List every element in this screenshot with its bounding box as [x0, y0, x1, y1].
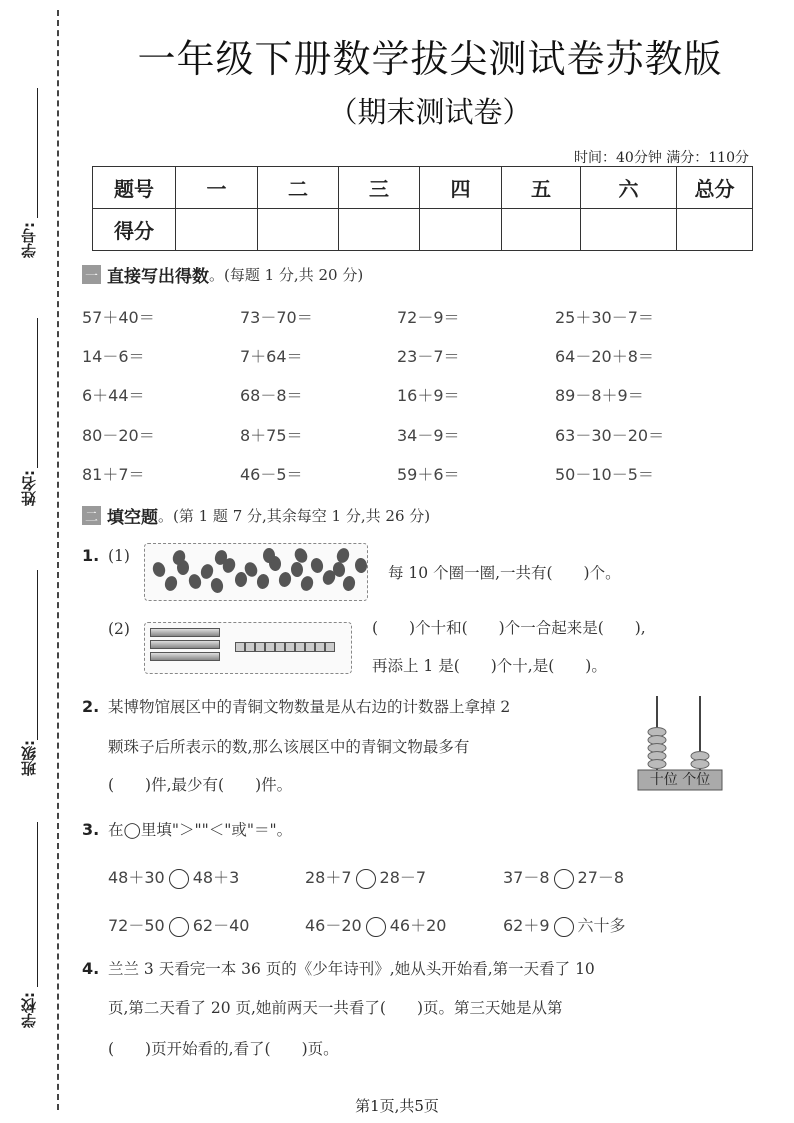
rods-picture [144, 622, 352, 674]
score-cell[interactable] [176, 209, 258, 251]
q2-line1: 某博物馆展区中的青铜文物数量是从右边的计数器上拿掉 2 [108, 698, 511, 716]
compare-item [108, 865, 239, 889]
calc-item: 6＋44＝ [82, 386, 145, 405]
calc-item: 68－8＝ [240, 386, 303, 405]
calc-item: 73－70＝ [240, 308, 313, 327]
calc-item: 8＋75＝ [240, 426, 303, 445]
q1-part2-line2: 再添上 1 是( )个十,是( )。 [372, 657, 607, 675]
calc-item: 25＋30－7＝ [555, 308, 654, 327]
unit-cube [285, 642, 295, 652]
score-header-cell: 二 [258, 167, 339, 209]
score-header-cell: 四 [420, 167, 502, 209]
section2-title: 填空题 [107, 508, 158, 528]
q3-text: 在◯里填"＞""＜"或"＝"。 [108, 821, 293, 839]
banji-line [37, 570, 38, 740]
page-subtitle: （期末测试卷） [328, 95, 532, 129]
section2-header [82, 503, 430, 528]
counter-dot [277, 571, 292, 588]
time-info: 时间：40分钟 满分：110分 [574, 150, 749, 166]
q4-line1: 兰兰 3 天看完一本 36 页的《少年诗刊》,她从头开始看,第一天看了 10 [108, 960, 595, 978]
xingming-line [37, 318, 38, 468]
compare-left: 37－8 [503, 868, 550, 887]
abacus-labels: 十位 个位 [649, 772, 711, 788]
compare-circle-blank[interactable] [366, 917, 386, 937]
compare-right: 27－8 [577, 868, 625, 887]
xuexiao-line [37, 822, 38, 987]
page-footer: 第1页,共5页 [355, 1097, 439, 1115]
compare-left: 62＋9 [503, 916, 550, 935]
compare-right: 28－7 [379, 868, 427, 887]
unit-cube [265, 642, 275, 652]
q2-line3: ( )件,最少有( )件。 [108, 776, 293, 794]
score-cell[interactable] [677, 209, 753, 251]
unit-cube [245, 642, 255, 652]
q1-part1-text: 每 10 个圈一圈,一共有( )个。 [388, 564, 621, 582]
q1-part1-label: (1) [108, 547, 130, 565]
score-header-cell: 三 [339, 167, 420, 209]
q1-part2-line1: ( )个十和( )个一合起来是( ), [372, 619, 646, 637]
counter-dot [354, 558, 367, 574]
score-header-row [93, 167, 753, 209]
counter-dot [256, 573, 270, 590]
xingming-label: 姓名: [20, 470, 38, 506]
section1-badge: 一 [82, 265, 101, 284]
xuehao-label: 学号: [20, 222, 38, 258]
calc-item: 72－9＝ [397, 308, 460, 327]
score-row-label: 得分 [93, 209, 176, 251]
counter-dot [342, 575, 357, 592]
calc-item: 59＋6＝ [397, 465, 460, 484]
calc-item: 23－7＝ [397, 347, 460, 366]
calc-item: 50－10－5＝ [555, 465, 654, 484]
unit-cube [295, 642, 305, 652]
calc-item: 80－20＝ [82, 426, 155, 445]
score-table [92, 166, 753, 251]
counter-dot [291, 562, 304, 578]
calc-item: 7＋64＝ [240, 347, 303, 366]
q4-line3: ( )页开始看的,看了( )页。 [108, 1040, 339, 1058]
banji-label: 班级: [20, 740, 38, 776]
q1-part2-label: (2) [108, 620, 130, 638]
q1-number: 1. [82, 546, 100, 565]
section2-note: 。(第 1 题 7 分,其余每空 1 分,共 26 分) [158, 507, 431, 525]
calc-item: 34－9＝ [397, 426, 460, 445]
score-header-cell: 五 [502, 167, 581, 209]
section1-note: 。(每题 1 分,共 20 分) [209, 266, 364, 284]
ten-rod [150, 652, 220, 661]
compare-item [305, 913, 446, 937]
calc-item: 64－20＋8＝ [555, 347, 654, 366]
q2-number: 2. [82, 697, 100, 716]
calc-item: 63－30－20＝ [555, 426, 665, 445]
binding-dashed-line [57, 10, 59, 1110]
calc-item: 14－6＝ [82, 347, 145, 366]
score-header-cell: 六 [581, 167, 677, 209]
compare-right: 48＋3 [192, 868, 240, 887]
compare-circle-blank[interactable] [356, 869, 376, 889]
compare-right: 62－40 [192, 916, 250, 935]
score-cell[interactable] [502, 209, 581, 251]
counter-dot [299, 575, 315, 593]
counter-dot [151, 560, 167, 578]
calc-item: 57＋40＝ [82, 308, 155, 327]
compare-right: 六十多 [577, 916, 626, 935]
compare-circle-blank[interactable] [554, 869, 574, 889]
dots-picture [144, 543, 368, 601]
ten-rod [150, 628, 220, 637]
section1-header [82, 262, 363, 287]
score-cell[interactable] [339, 209, 420, 251]
compare-item [503, 865, 624, 889]
calc-item: 46－5＝ [240, 465, 303, 484]
compare-item [503, 913, 626, 937]
calc-item: 89－8＋9＝ [555, 386, 644, 405]
q3-number: 3. [82, 820, 100, 839]
compare-item [305, 865, 426, 889]
score-header-cell: 一 [176, 167, 258, 209]
counter-dot [199, 563, 215, 581]
xuehao-line [37, 88, 38, 218]
score-header-cell: 总分 [677, 167, 753, 209]
compare-right: 46＋20 [389, 916, 447, 935]
score-cell[interactable] [581, 209, 677, 251]
counter-dot [309, 557, 324, 574]
unit-cube [235, 642, 245, 652]
compare-circle-blank[interactable] [169, 917, 189, 937]
section1-title: 直接写出得数 [107, 267, 209, 287]
counter-dot [163, 575, 178, 593]
compare-left: 46－20 [305, 916, 362, 935]
unit-cube [315, 642, 325, 652]
score-value-row [93, 209, 753, 251]
section2-badge: 二 [82, 506, 101, 525]
score-cell[interactable] [420, 209, 502, 251]
compare-left: 48＋30 [108, 868, 165, 887]
compare-left: 28＋7 [305, 868, 352, 887]
q2-line2: 颗珠子后所表示的数,那么该展区中的青铜文物最多有 [108, 738, 470, 756]
score-header-cell: 题号 [93, 167, 176, 209]
q4-number: 4. [82, 959, 100, 978]
calc-item: 16＋9＝ [397, 386, 460, 405]
xuexiao-label: 学校: [20, 992, 38, 1028]
unit-cube [325, 642, 335, 652]
calc-item: 81＋7＝ [82, 465, 145, 484]
unit-cube [275, 642, 285, 652]
ten-rod [150, 640, 220, 649]
unit-cube [305, 642, 315, 652]
page-title: 一年级下册数学拔尖测试卷苏教版 [137, 37, 723, 81]
compare-item [108, 913, 249, 937]
q4-line2: 页,第二天看了 20 页,她前两天一共看了( )页。第三天她是从第 [108, 999, 563, 1017]
score-cell[interactable] [258, 209, 339, 251]
compare-circle-blank[interactable] [554, 917, 574, 937]
unit-cube [255, 642, 265, 652]
compare-left: 72－50 [108, 916, 165, 935]
counter-dot [209, 577, 224, 594]
compare-circle-blank[interactable] [169, 869, 189, 889]
